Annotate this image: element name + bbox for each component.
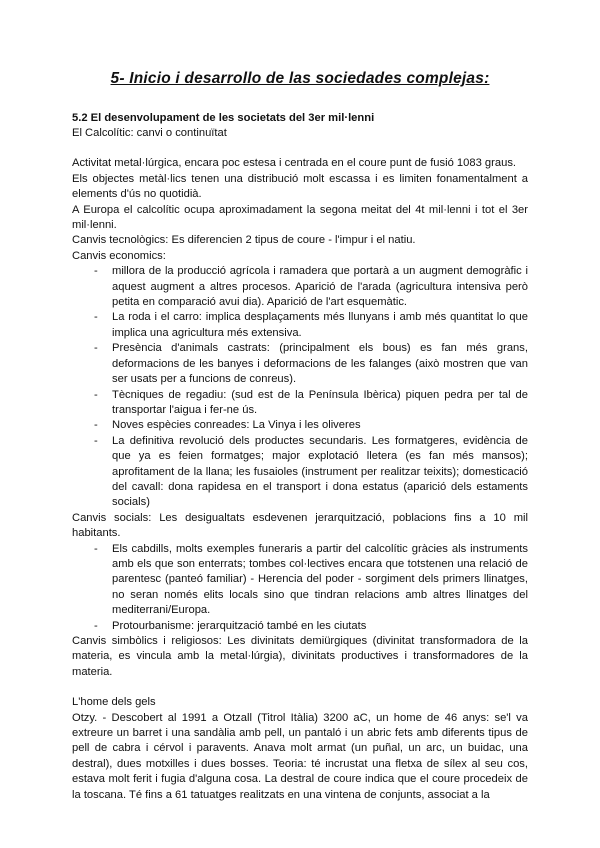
paragraph-symbolic-changes: Canvis simbòlics i religiosos: Les divinitats demiürgiques (divinitat transformadora de la materia, es vincula amb la metal·lúrgia), divinitats productives i transformadores de la materia. [72,635,528,678]
list-item: - Tècniques de regadiu: (sud est de la Península Ibèrica) piquen pedra per tal de transportar l'aigua i fer-ne ús. [94,388,528,419]
iceman-text: Otzy. - Descobert al 1991 a Otzall (Titrol Itàlia) 3200 aC, un home de 46 anys: se'l va extreure un barret i una sandàlia amb pell, un pantaló i un abric fets amb diferents tipus de pell de cabra i cérvol i paravents. Anava molt armat (un puñal, un arc, un buidac, una destral), dues motxilles i dues bosses. Teoria: té incrustat una fletxa de sílex al seu cos, estava molt ferit i fugia d'alguna cosa. La destral de coure indica que el coure procedeix de la toscana. Té fins a 61 tatuatges realitzats en una vintena de conjunts, associat a la [72,711,528,801]
list-item: - Protourbanisme: jerarquització també en les ciutats [94,619,528,634]
paragraph-metal-objects: Els objectes metàl·lics tenen una distribució molt escassa i es limiten fonamentalment a elements d'ús no quotidià. [72,172,528,201]
list-item: - millora de la producció agrícola i ramadera que portarà a un augment demogràfic i aquest augment a altres procesos. Aparició de l'arada (agricultura intensiva però petita en comparació avui dia). Aparició de l'art esquemàtic. [94,264,528,310]
spacer [72,680,528,695]
list-item: - La roda i el carro: implica desplaçaments més llunyans i amb més quantitat lo que implica una agricultura més extensiva. [94,310,528,341]
list-item: - Presència d'animals castrats: (principalment els bous) es fan més grans, deformacions de les banyes i deformacions de les falanges (això mostren que van ser usats per a funcions de conreus). [94,341,528,387]
paragraph-tech-changes: Canvis tecnològics: Es diferencien 2 tipus de coure - l'impur i el natiu. [72,234,416,247]
paragraph-europe: A Europa el calcolític ocupa aproximadament la segona meitat del 4t mil·lenni i tot el 3er mil·lenni. [72,203,528,232]
paragraph-economic-label: Canvis economics: [72,249,166,262]
list-item: - Els cabdills, molts exemples funeraris a partir del calcolític gràcies als instruments amb els que son enterrats; tombes col·lectives encara que totstenen una relació de parentesc (panteó familiar) - Herencia del poder - sorgiment dels primers llinatges, no seran només elits locals sino que tindran relacions amb altres llinatges del mediterrani/Europa. [94,542,528,619]
list-item: - Noves espècies conreades: La Vinya i les oliveres [94,418,528,433]
paragraph-social-changes: Canvis socials: Les desigualtats esdevenen jerarquització, poblacions fins a 10 mil habitants. [72,511,528,540]
spacer [72,141,528,156]
list-item: - La definitiva revolució dels productes secundaris. Les formatgeres, evidència de que ya es feien formatges; major explotació lletera (es fan més mansos); aprofitament de la llana; les fusaioles (instrument per realitzar teixits); domesticació del cavall: dona rapidesa en el transport i dona estatus (aparició dels estaments socials) [94,434,528,511]
section-heading: 5.2 El desenvolupament de les societats del 3er mil·lenni [72,112,375,124]
document-title: 5- Inicio i desarrollo de las sociedades complejas: [110,70,490,87]
economic-list [72,264,528,511]
paragraph-metallurgy: Activitat metal·lúrgica, encara poc estesa i centrada en el coure punt de fusió 1083 graus. [72,157,517,170]
iceman-heading: L'home dels gels [72,696,156,709]
section-subheading: El Calcolític: canvi o continuïtat [72,127,227,139]
document-page [72,70,528,803]
social-list [72,542,528,634]
